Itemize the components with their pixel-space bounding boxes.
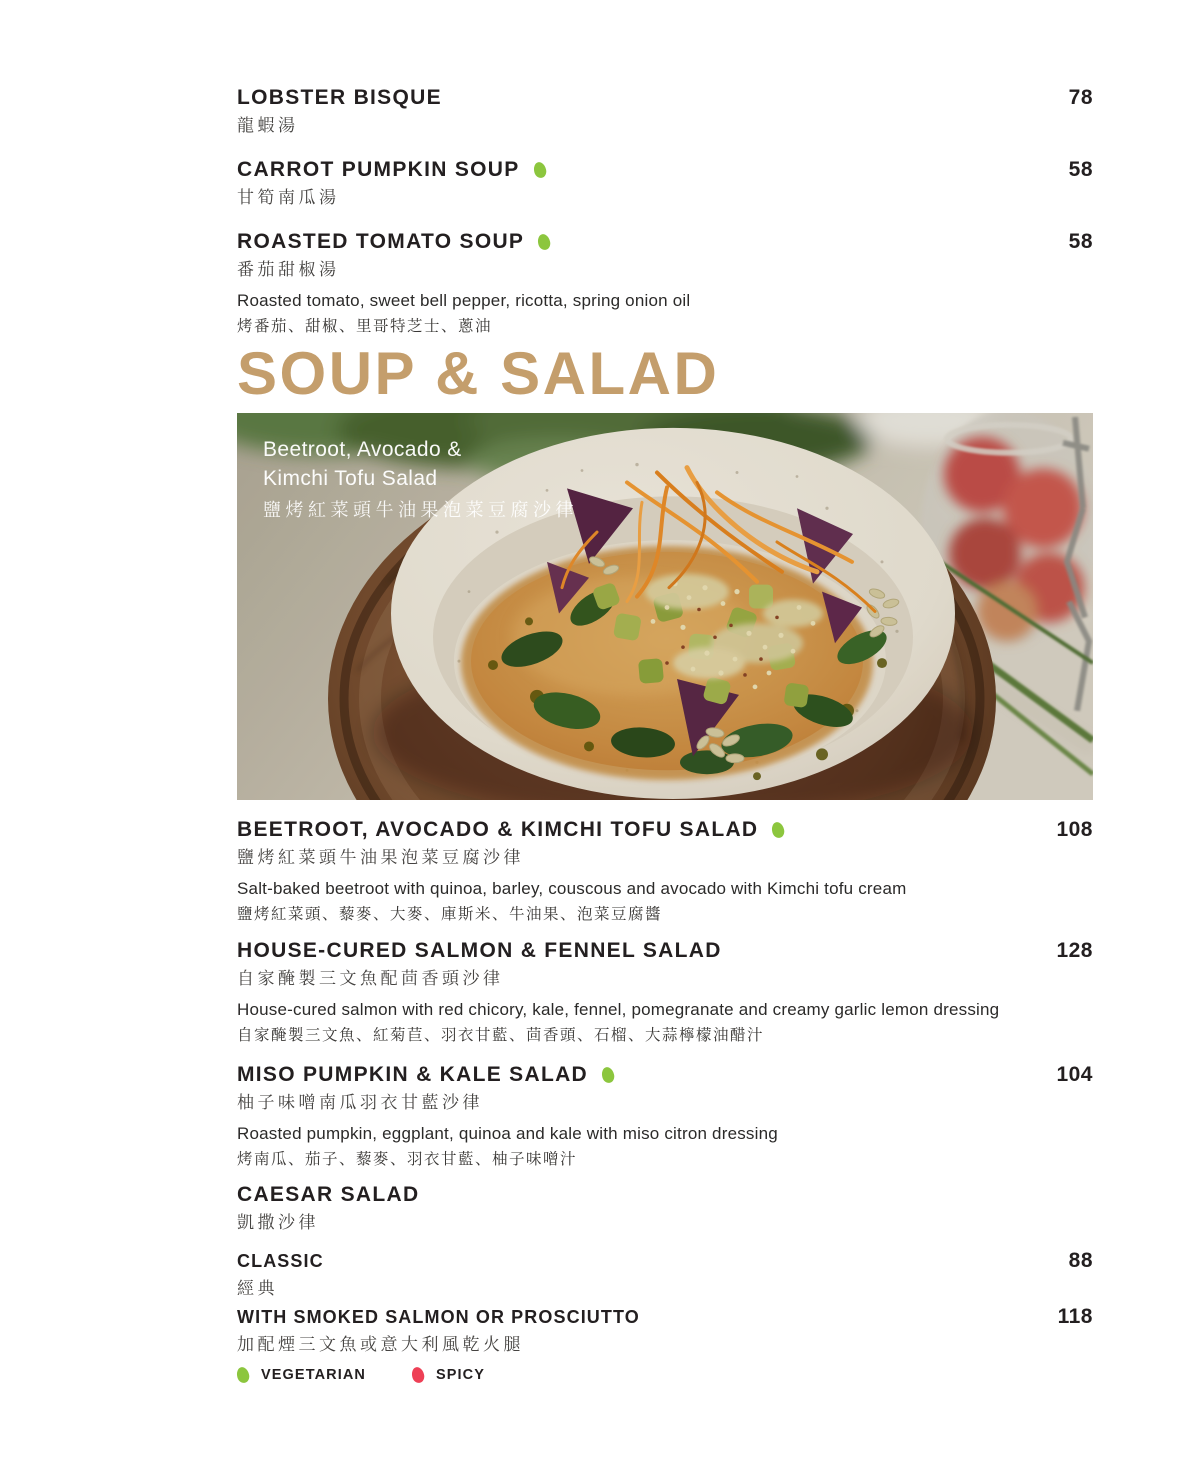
vegetarian-legend-label: VEGETARIAN (261, 1367, 366, 1383)
menu-item-miso-pumpkin-kale-salad (237, 1063, 1093, 1171)
salad-photo (237, 413, 1093, 800)
spicy-dot-icon (410, 1366, 426, 1384)
vegetarian-dot-icon (771, 821, 787, 839)
menu-item-caesar-salad (237, 1183, 1093, 1233)
item-head (237, 158, 1093, 182)
item-name: WITH SMOKED SALMON OR PROSCIUTTO (237, 1306, 640, 1327)
item-description: Roasted pumpkin, eggplant, quinoa and kale with miso citron dressing (237, 1124, 778, 1143)
item-name: CARROT PUMPKIN SOUP (237, 158, 520, 181)
item-price: 78 (1068, 86, 1093, 109)
item-head (237, 1305, 1093, 1329)
item-price: 118 (1057, 1305, 1093, 1328)
item-head (237, 939, 1093, 963)
item-name: MISO PUMPKIN & KALE SALAD (237, 1063, 589, 1086)
item-name: BEETROOT, AVOCADO & KIMCHI TOFU SALAD (237, 818, 759, 841)
item-name-chinese: 自家醃製三文魚配茴香頭沙律 (237, 969, 504, 988)
item-name-chinese: 加配煙三文魚或意大利風乾火腿 (237, 1335, 524, 1354)
item-name-chinese: 甘筍南瓜湯 (237, 188, 340, 207)
photo-caption (263, 435, 578, 523)
menu-item-house-cured-salmon-fennel-salad (237, 939, 1093, 1047)
item-name-chinese: 經典 (237, 1279, 278, 1298)
item-name-chinese: 柚子味噌南瓜羽衣甘藍沙律 (237, 1093, 483, 1112)
item-price: 58 (1068, 158, 1093, 181)
item-description: House-cured salmon with red chicory, kale, fennel, pomegranate and creamy garlic lemon dressing (237, 1000, 1000, 1019)
item-description-chinese: 烤南瓜、茄子、藜麥、羽衣甘藍、柚子味噌汁 (237, 1151, 578, 1168)
item-price: 58 (1068, 230, 1093, 253)
item-name-chinese: 番茄甜椒湯 (237, 260, 340, 279)
item-head (237, 230, 1093, 254)
item-description-chinese: 烤番茄、甜椒、里哥特芝士、蔥油 (237, 318, 493, 335)
dietary-legend (237, 1365, 1093, 1385)
item-name: ROASTED TOMATO SOUP (237, 230, 525, 253)
menu-item-lobster-bisque (237, 86, 1093, 136)
item-description: Roasted tomato, sweet bell pepper, ricotta, spring onion oil (237, 291, 691, 310)
item-name-chinese: 鹽烤紅菜頭牛油果泡菜豆腐沙律 (237, 848, 524, 867)
menu-item-carrot-pumpkin-soup (237, 158, 1093, 208)
item-price: 104 (1056, 1063, 1093, 1086)
item-price: 128 (1056, 939, 1093, 962)
vegetarian-dot-icon (536, 233, 552, 251)
item-description-chinese: 自家醃製三文魚、紅菊苣、羽衣甘藍、茴香頭、石榴、大蒜檸檬油醋汁 (237, 1027, 765, 1044)
item-head (237, 86, 1093, 110)
item-name: HOUSE-CURED SALMON & FENNEL SALAD (237, 939, 722, 962)
photo-caption-line1: Beetroot, Avocado & (263, 438, 462, 461)
section-heading: SOUP & SALAD (237, 340, 720, 407)
item-price: 88 (1068, 1249, 1093, 1272)
menu-item-caesar-classic (237, 1249, 1093, 1299)
item-head (237, 1063, 1093, 1087)
item-price: 108 (1056, 818, 1093, 841)
item-head (237, 1249, 1093, 1273)
item-head (237, 818, 1093, 842)
item-name-chinese: 凱撒沙律 (237, 1213, 319, 1232)
vegetarian-dot-icon (235, 1366, 251, 1384)
item-name: CLASSIC (237, 1250, 324, 1271)
item-name: LOBSTER BISQUE (237, 86, 442, 109)
item-head (237, 1183, 1093, 1207)
menu-content-column (237, 86, 1093, 1385)
spicy-legend-label: SPICY (436, 1367, 486, 1383)
photo-caption-line2: Kimchi Tofu Salad (263, 467, 438, 490)
menu-item-caesar-smoked-salmon-prosciutto (237, 1305, 1093, 1355)
item-description-chinese: 鹽烤紅菜頭、藜麥、大麥、庫斯米、牛油果、泡菜豆腐醬 (237, 906, 663, 923)
photo-caption-chinese: 鹽烤紅菜頭牛油果泡菜豆腐沙律 (263, 500, 578, 520)
vegetarian-dot-icon (600, 1066, 616, 1084)
vegetarian-dot-icon (532, 161, 548, 179)
menu-item-beetroot-avocado-kimchi-tofu-salad (237, 818, 1093, 926)
item-description: Salt-baked beetroot with quinoa, barley, couscous and avocado with Kimchi tofu cream (237, 879, 907, 898)
menu-item-roasted-tomato-soup (237, 230, 1093, 338)
item-name-chinese: 龍蝦湯 (237, 116, 299, 135)
item-name: CAESAR SALAD (237, 1183, 420, 1206)
